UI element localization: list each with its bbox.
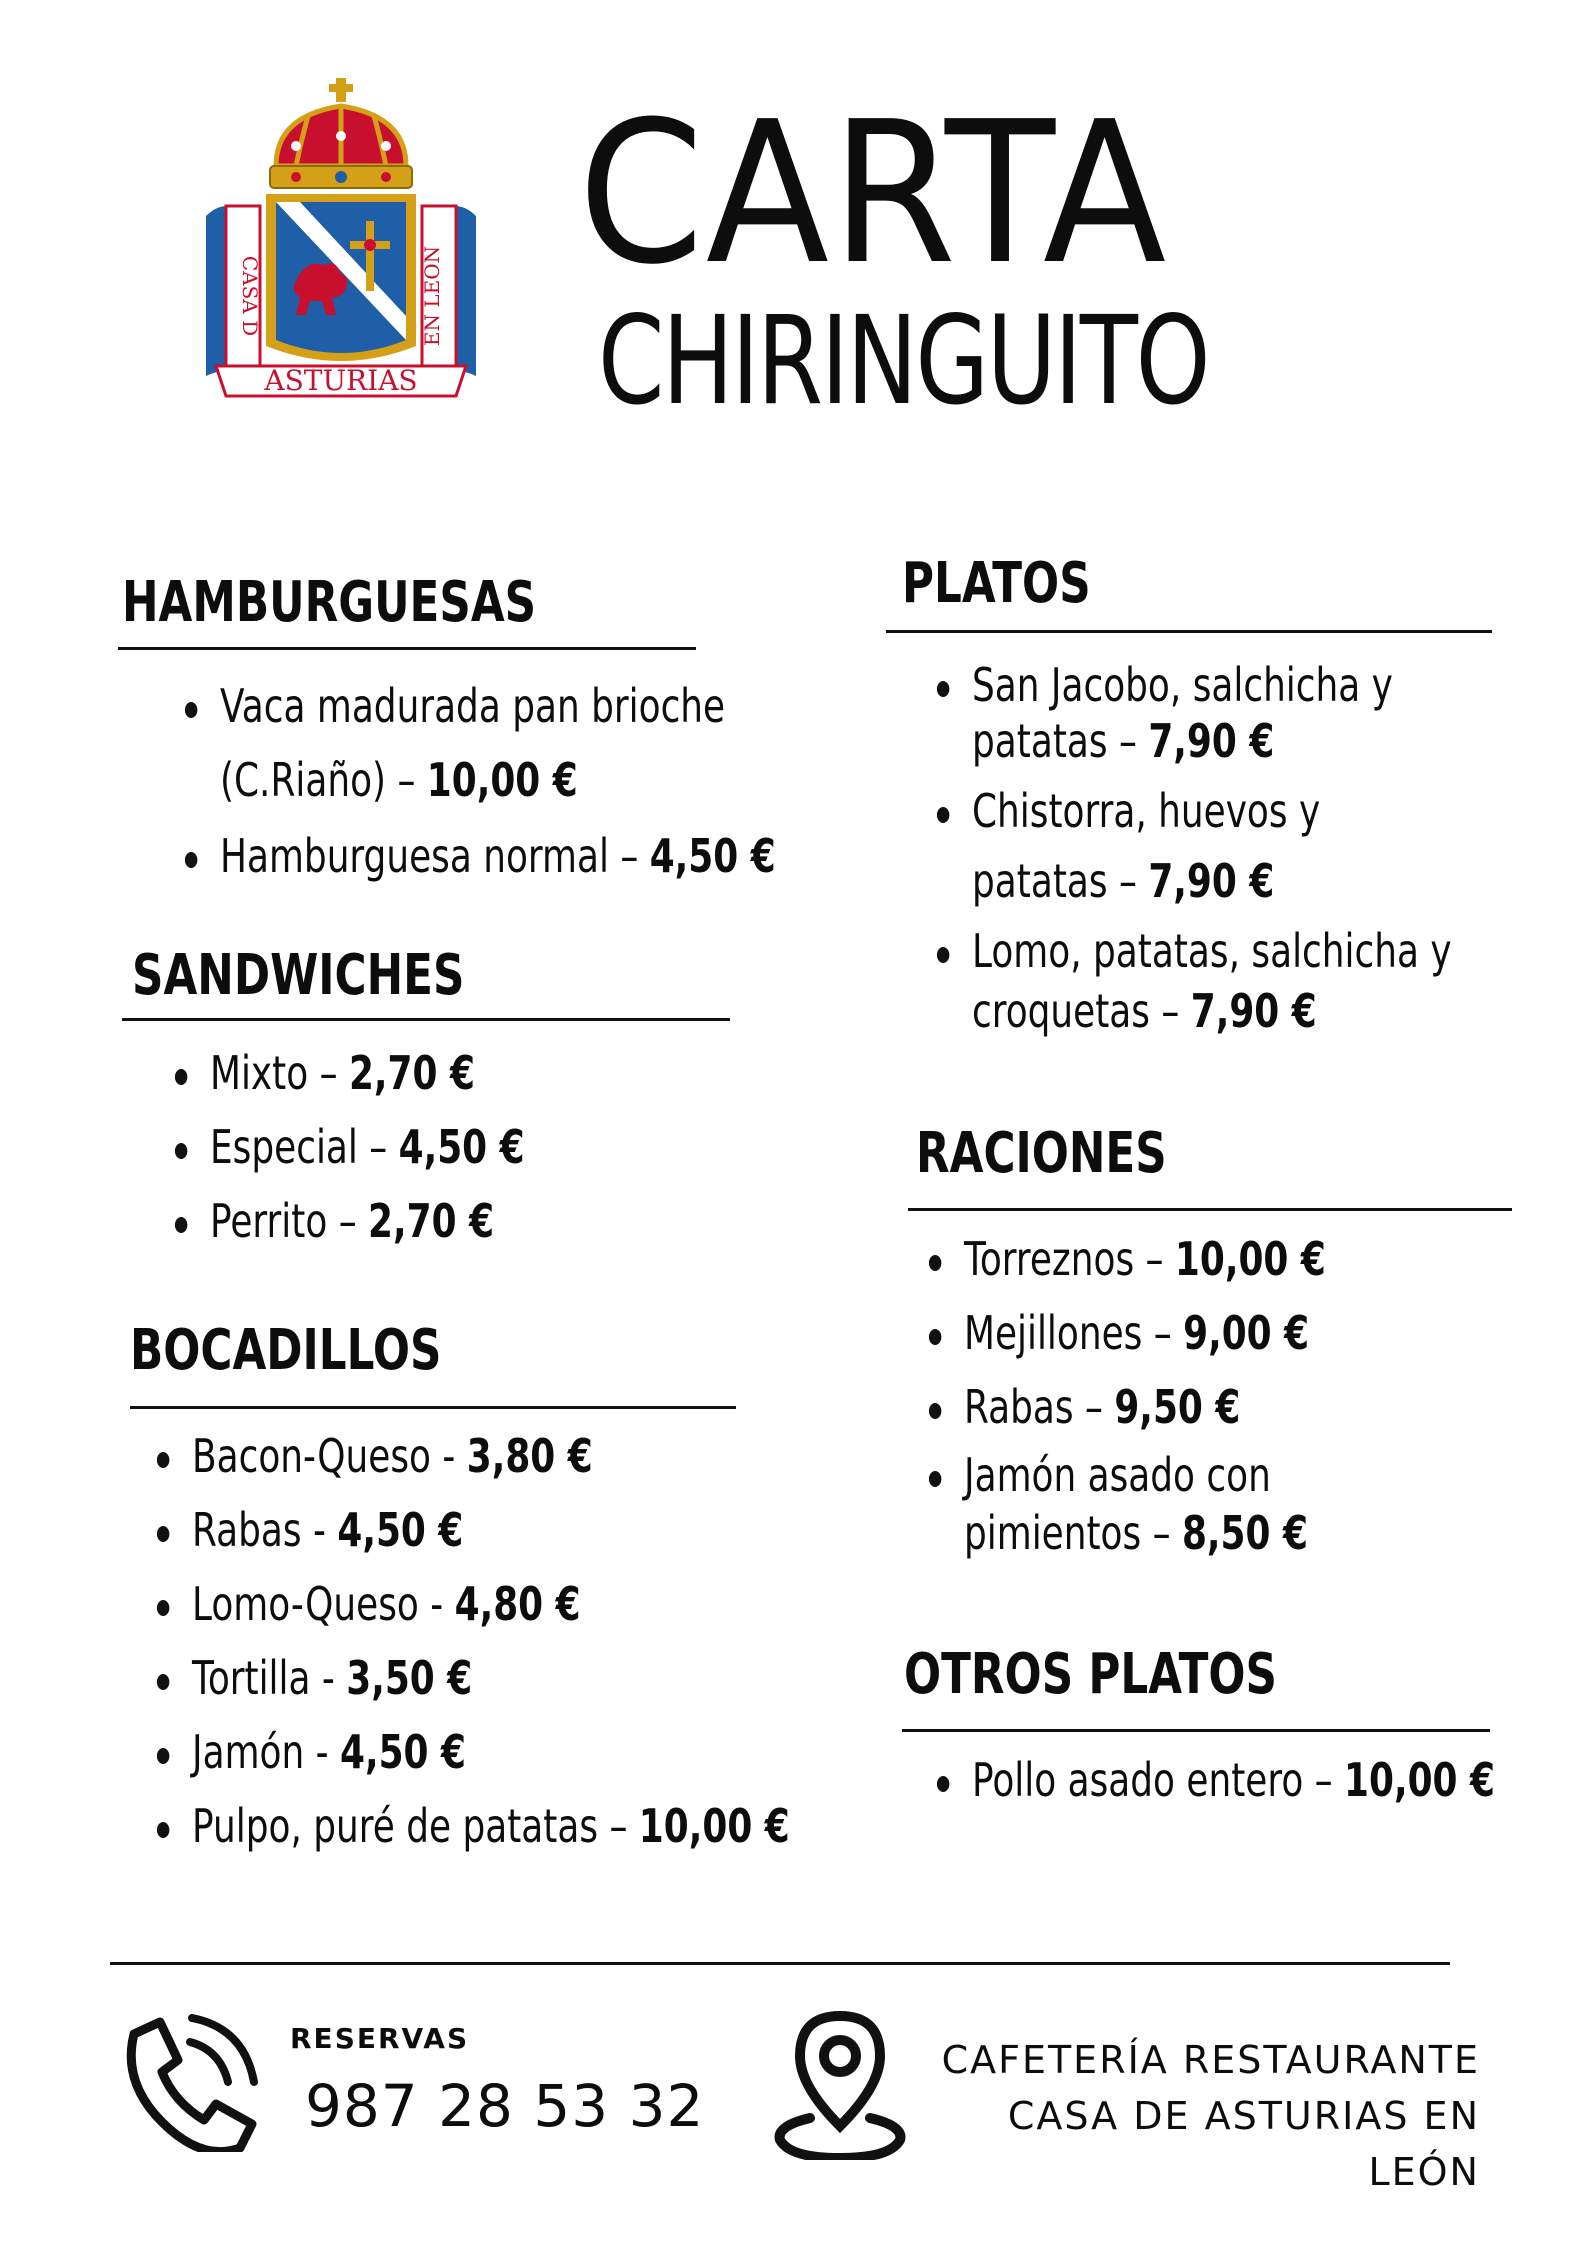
phone-number: 987 28 53 32 bbox=[305, 2072, 705, 2140]
section-divider bbox=[118, 647, 696, 650]
section-divider bbox=[122, 1018, 730, 1021]
price: 9,00 € bbox=[1183, 1306, 1310, 1360]
menu-item-continuation: patatas – 7,90 € bbox=[972, 854, 1275, 908]
menu-item: San Jacobo, salchicha y bbox=[972, 656, 1452, 712]
price: 7,90 € bbox=[1190, 984, 1317, 1038]
bullet bbox=[157, 1748, 169, 1764]
bullet bbox=[185, 702, 197, 718]
price: 2,70 € bbox=[368, 1194, 495, 1248]
crown-icon bbox=[270, 78, 412, 188]
price: 10,00 € bbox=[1344, 1753, 1495, 1807]
bullet bbox=[929, 1329, 941, 1345]
map-pin-icon bbox=[770, 2010, 910, 2160]
menu-item: Chistorra, huevos y bbox=[972, 782, 1452, 852]
menu-item-continuation: croquetas – 7,90 € bbox=[972, 984, 1317, 1038]
price: 10,00 € bbox=[638, 1799, 790, 1853]
section-title: PLATOS bbox=[902, 551, 1091, 616]
bullet bbox=[937, 807, 949, 823]
price: 4,50 € bbox=[398, 1120, 525, 1174]
section-title: HAMBURGUESAS bbox=[122, 570, 537, 635]
price: 4,50 € bbox=[339, 1725, 466, 1779]
menu-item: Pollo asado entero – 10,00 € bbox=[972, 1751, 1495, 1811]
bullet bbox=[157, 1452, 169, 1468]
bullet bbox=[175, 1217, 187, 1233]
section-hamburguesas bbox=[122, 570, 776, 883]
menu-item-continuation: pimientos – 8,50 € bbox=[964, 1506, 1308, 1560]
menu-item: Hamburguesa normal – 4,50 € bbox=[220, 827, 776, 887]
price: 9,50 € bbox=[1114, 1380, 1241, 1434]
bullet bbox=[937, 681, 949, 697]
price: 10,00 € bbox=[426, 753, 578, 807]
menu-item: Perrito – 2,70 € bbox=[210, 1192, 525, 1252]
phone-icon bbox=[112, 2012, 262, 2152]
bullet bbox=[937, 947, 949, 963]
page-title: CARTA bbox=[578, 80, 1169, 308]
menu-item-continuation: patatas – 7,90 € bbox=[972, 714, 1275, 768]
section-title: OTROS PLATOS bbox=[904, 1642, 1278, 1707]
menu-item: Tortilla - 3,50 € bbox=[192, 1649, 790, 1723]
page-subtitle: CHIRINGUITO bbox=[598, 290, 1209, 432]
menu-item: Lomo, patatas, salchicha y bbox=[972, 922, 1452, 982]
section-divider bbox=[902, 1729, 1490, 1732]
section-divider bbox=[886, 630, 1492, 633]
section-divider bbox=[908, 1208, 1512, 1211]
menu-item: Mejillones – 9,00 € bbox=[964, 1304, 1326, 1378]
bullet bbox=[157, 1600, 169, 1616]
crest-right-text: EN LEON bbox=[420, 245, 444, 347]
menu-item: Torreznos – 10,00 € bbox=[964, 1230, 1326, 1304]
menu-item: Jamón asado con bbox=[964, 1446, 1326, 1504]
section-title: BOCADILLOS bbox=[130, 1318, 442, 1383]
bullet bbox=[929, 1255, 941, 1271]
address-line2: CASA DE ASTURIAS EN LEÓN bbox=[1007, 2094, 1480, 2194]
reservas-label: RESERVAS bbox=[290, 2022, 470, 2055]
section-title: SANDWICHES bbox=[132, 943, 465, 1008]
menu-item-continuation: (C.Riaño) – 10,00 € bbox=[220, 753, 578, 807]
bullet bbox=[929, 1471, 941, 1487]
menu-item: Rabas – 9,50 € bbox=[964, 1378, 1326, 1446]
bullet bbox=[175, 1143, 187, 1159]
price: 3,50 € bbox=[346, 1651, 473, 1705]
bullet bbox=[937, 1776, 949, 1792]
section-title: RACIONES bbox=[916, 1121, 1167, 1186]
address-block bbox=[940, 2032, 1480, 2200]
crest-banner-text: ASTURIAS bbox=[264, 364, 418, 397]
section-bocadillos bbox=[130, 1318, 790, 1853]
price: 4,50 € bbox=[649, 829, 776, 883]
menu-item: Especial – 4,50 € bbox=[210, 1118, 525, 1192]
section-divider bbox=[130, 1406, 736, 1409]
price: 8,50 € bbox=[1181, 1506, 1308, 1560]
menu-item: Pulpo, puré de patatas – 10,00 € bbox=[192, 1797, 790, 1857]
menu-item: Bacon-Queso - 3,80 € bbox=[192, 1427, 790, 1501]
bullet bbox=[157, 1674, 169, 1690]
section-otros-platos bbox=[904, 1642, 1495, 1807]
menu-item: Jamón - 4,50 € bbox=[192, 1723, 790, 1797]
footer-divider bbox=[110, 1962, 1450, 1965]
section-platos bbox=[902, 551, 1452, 1038]
price: 4,50 € bbox=[337, 1503, 464, 1557]
price: 2,70 € bbox=[348, 1046, 475, 1100]
crest-logo bbox=[196, 76, 486, 416]
menu-item: Mixto – 2,70 € bbox=[210, 1044, 525, 1118]
address-line1: CAFETERÍA RESTAURANTE bbox=[941, 2038, 1480, 2082]
shield-icon bbox=[266, 194, 416, 361]
bullet bbox=[157, 1822, 169, 1838]
bullet bbox=[929, 1403, 941, 1419]
price: 4,80 € bbox=[454, 1577, 581, 1631]
price: 10,00 € bbox=[1174, 1232, 1326, 1286]
bullet bbox=[157, 1526, 169, 1542]
crest-left-text: CASA D bbox=[238, 255, 262, 337]
menu-item: Lomo-Queso - 4,80 € bbox=[192, 1575, 790, 1649]
price: 3,80 € bbox=[466, 1429, 593, 1483]
price: 7,90 € bbox=[1148, 714, 1275, 768]
menu-item: Vaca madurada pan brioche bbox=[220, 677, 776, 737]
section-sandwiches bbox=[132, 943, 558, 1248]
menu-item: Rabas - 4,50 € bbox=[192, 1501, 790, 1575]
section-raciones bbox=[916, 1121, 1326, 1560]
bullet bbox=[185, 852, 197, 868]
price: 7,90 € bbox=[1148, 854, 1275, 908]
bullet bbox=[175, 1069, 187, 1085]
